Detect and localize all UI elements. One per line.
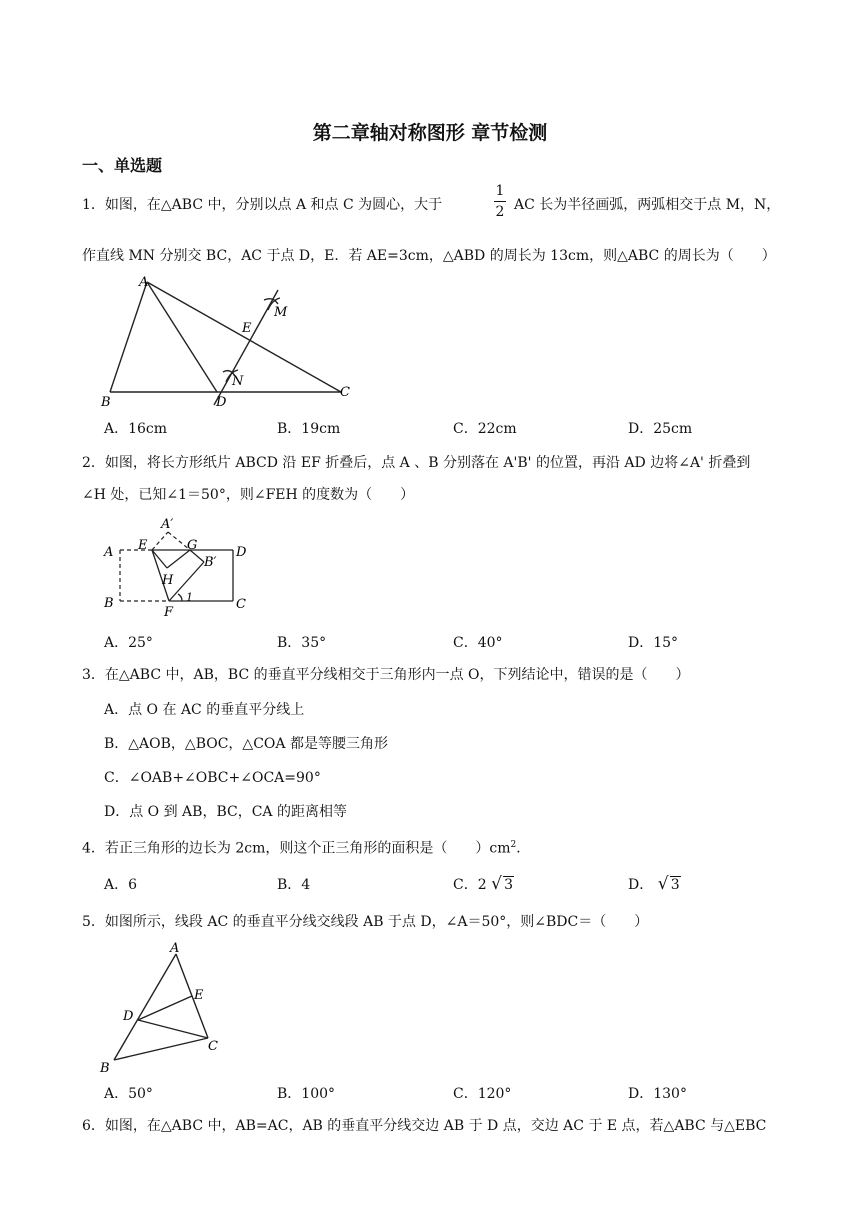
section-heading: 一、单选题	[82, 156, 163, 175]
q2-label-e: E	[138, 538, 148, 553]
q1-label-m: M	[274, 305, 288, 320]
q1-label-b: B	[101, 395, 111, 410]
q4-option-a[interactable]: A．6	[104, 877, 138, 893]
q4-option-d-sqrt	[657, 874, 681, 894]
q4-option-d[interactable]	[628, 874, 681, 894]
q4-text-b: ．	[516, 840, 531, 857]
q4-option-d-radicand: 3	[670, 877, 680, 893]
q5-figure	[96, 938, 236, 1076]
q1-label-d: D	[216, 395, 227, 410]
q2-label-h: H	[162, 573, 174, 588]
page-title: 第二章轴对称图形 章节检测	[312, 122, 548, 144]
q3-line1: 3．在△ABC 中，AB，BC 的垂直平分线相交于三角形内一点 O，下列结论中，错误的是（ ）	[82, 667, 690, 683]
q1-segment-ad	[147, 282, 217, 392]
q3-option-c[interactable]: C．∠OAB+∠OBC+∠OCA=90°	[104, 770, 321, 786]
q5-option-d[interactable]: D．130°	[628, 1086, 687, 1102]
q5-line1: 5．如图所示，线段 AC 的垂直平分线交线段 AB 于点 D，∠A＝50°，则∠BDC＝（ ）	[82, 914, 649, 930]
q3-option-a[interactable]: A．点 O 在 AC 的垂直平分线上	[104, 702, 305, 718]
q2-label-f: F	[164, 605, 174, 617]
q4-option-c-sqrt	[491, 874, 514, 894]
q1-option-b[interactable]: B．19cm	[277, 421, 341, 437]
q2-option-d[interactable]: D．15°	[628, 635, 679, 651]
q5-label-b: B	[100, 1061, 110, 1076]
q4-option-c[interactable]	[453, 874, 514, 894]
q2-label-d: D	[236, 545, 247, 560]
q1-option-a[interactable]: A．16cm	[104, 421, 168, 437]
q4-option-c-label: C．2	[453, 877, 487, 893]
q5-segment-de	[138, 996, 192, 1020]
q2-angle-1-arc	[178, 594, 182, 601]
radical-icon: √	[491, 874, 502, 894]
q3-option-d[interactable]: D．点 O 到 AB，BC，CA 的距离相等	[104, 804, 347, 820]
q5-option-b[interactable]: B．100°	[277, 1086, 336, 1102]
q5-option-a[interactable]: A．50°	[104, 1086, 153, 1102]
q4-option-b[interactable]: B．4	[277, 877, 311, 893]
q5-label-e: E	[194, 988, 204, 1003]
q2-label-c: C	[236, 597, 246, 612]
q5-segment-dc	[138, 1020, 208, 1038]
q2-option-b[interactable]: B．35°	[277, 635, 327, 651]
q5-label-c: C	[208, 1039, 218, 1054]
q1-fraction	[494, 182, 506, 221]
q2-dashed-ea1	[152, 532, 168, 550]
q6-line1: 6．如图，在△ABC 中，AB=AC，AB 的垂直平分线交边 AB 于 D 点，交边 AC 于 E 点，若△ABC 与△EBC	[82, 1118, 767, 1134]
q2-label-g: G	[187, 538, 198, 553]
q2-option-c[interactable]: C．40°	[453, 635, 503, 651]
q1-figure	[96, 272, 366, 412]
q4-line1	[82, 835, 530, 859]
q2-line2: ∠H 处，已知∠1＝50°，则∠FEH 的度数为（ ）	[82, 487, 415, 503]
q1-option-d[interactable]: D．25cm	[628, 421, 693, 437]
q1-frac-num: 1	[495, 183, 505, 199]
q2-label-a-prime: A′	[161, 517, 174, 532]
q1-label-a: A	[139, 275, 149, 290]
q3-option-b[interactable]: B．△AOB，△BOC，△COA 都是等腰三角形	[104, 736, 388, 752]
q1-line2: 作直线 MN 分别交 BC，AC 于点 D，E．若 AE=3cm，△ABD 的周长为 13cm，则△ABC 的周长为（ ）	[82, 248, 776, 264]
q2-figure	[96, 512, 261, 617]
q1-option-c[interactable]: C．22cm	[453, 421, 517, 437]
q1-label-c: C	[340, 385, 350, 400]
q5-label-d: D	[123, 1009, 134, 1024]
q4-superscript: 2	[510, 840, 517, 850]
q1-line1-a: 1．如图，在△ABC 中，分别以点 A 和点 C 为圆心，大于	[82, 197, 443, 213]
radical-icon: √	[657, 874, 669, 894]
q2-option-a[interactable]: A．25°	[104, 635, 153, 651]
q2-line1: 2．如图，将长方形纸片 ABCD 沿 EF 折叠后，点 A 、B 分别落在 A'B' 的位置，再沿 AD 边将∠A' 折叠到	[82, 455, 751, 471]
q5-option-c[interactable]: C．120°	[453, 1086, 512, 1102]
q2-label-angle-1: 1	[186, 591, 193, 604]
q2-edge-eh	[152, 550, 167, 568]
q1-line-mn	[214, 290, 278, 405]
q1-frac-den: 2	[495, 204, 505, 220]
q1-line1-b: AC 长为半径画弧，两弧相交于点 M，N，	[514, 197, 781, 213]
q5-segment-bc	[114, 1038, 208, 1060]
q1-segment-ac	[147, 282, 341, 392]
q5-label-a: A	[170, 941, 180, 956]
q1-frac-bar	[494, 201, 506, 202]
q4-option-d-label: D．	[628, 877, 654, 893]
q1-label-e: E	[242, 321, 252, 336]
q4-option-c-radicand: 3	[504, 877, 513, 893]
q1-label-n: N	[232, 374, 244, 389]
q2-label-b: B	[104, 596, 114, 611]
q2-label-a: A	[104, 545, 114, 560]
q4-text-a: 4．若正三角形的边长为 2cm，则这个正三角形的面积是（ ）cm	[82, 840, 511, 857]
q1-segment-ab	[110, 282, 147, 392]
q2-label-b-prime: B′	[204, 555, 217, 570]
